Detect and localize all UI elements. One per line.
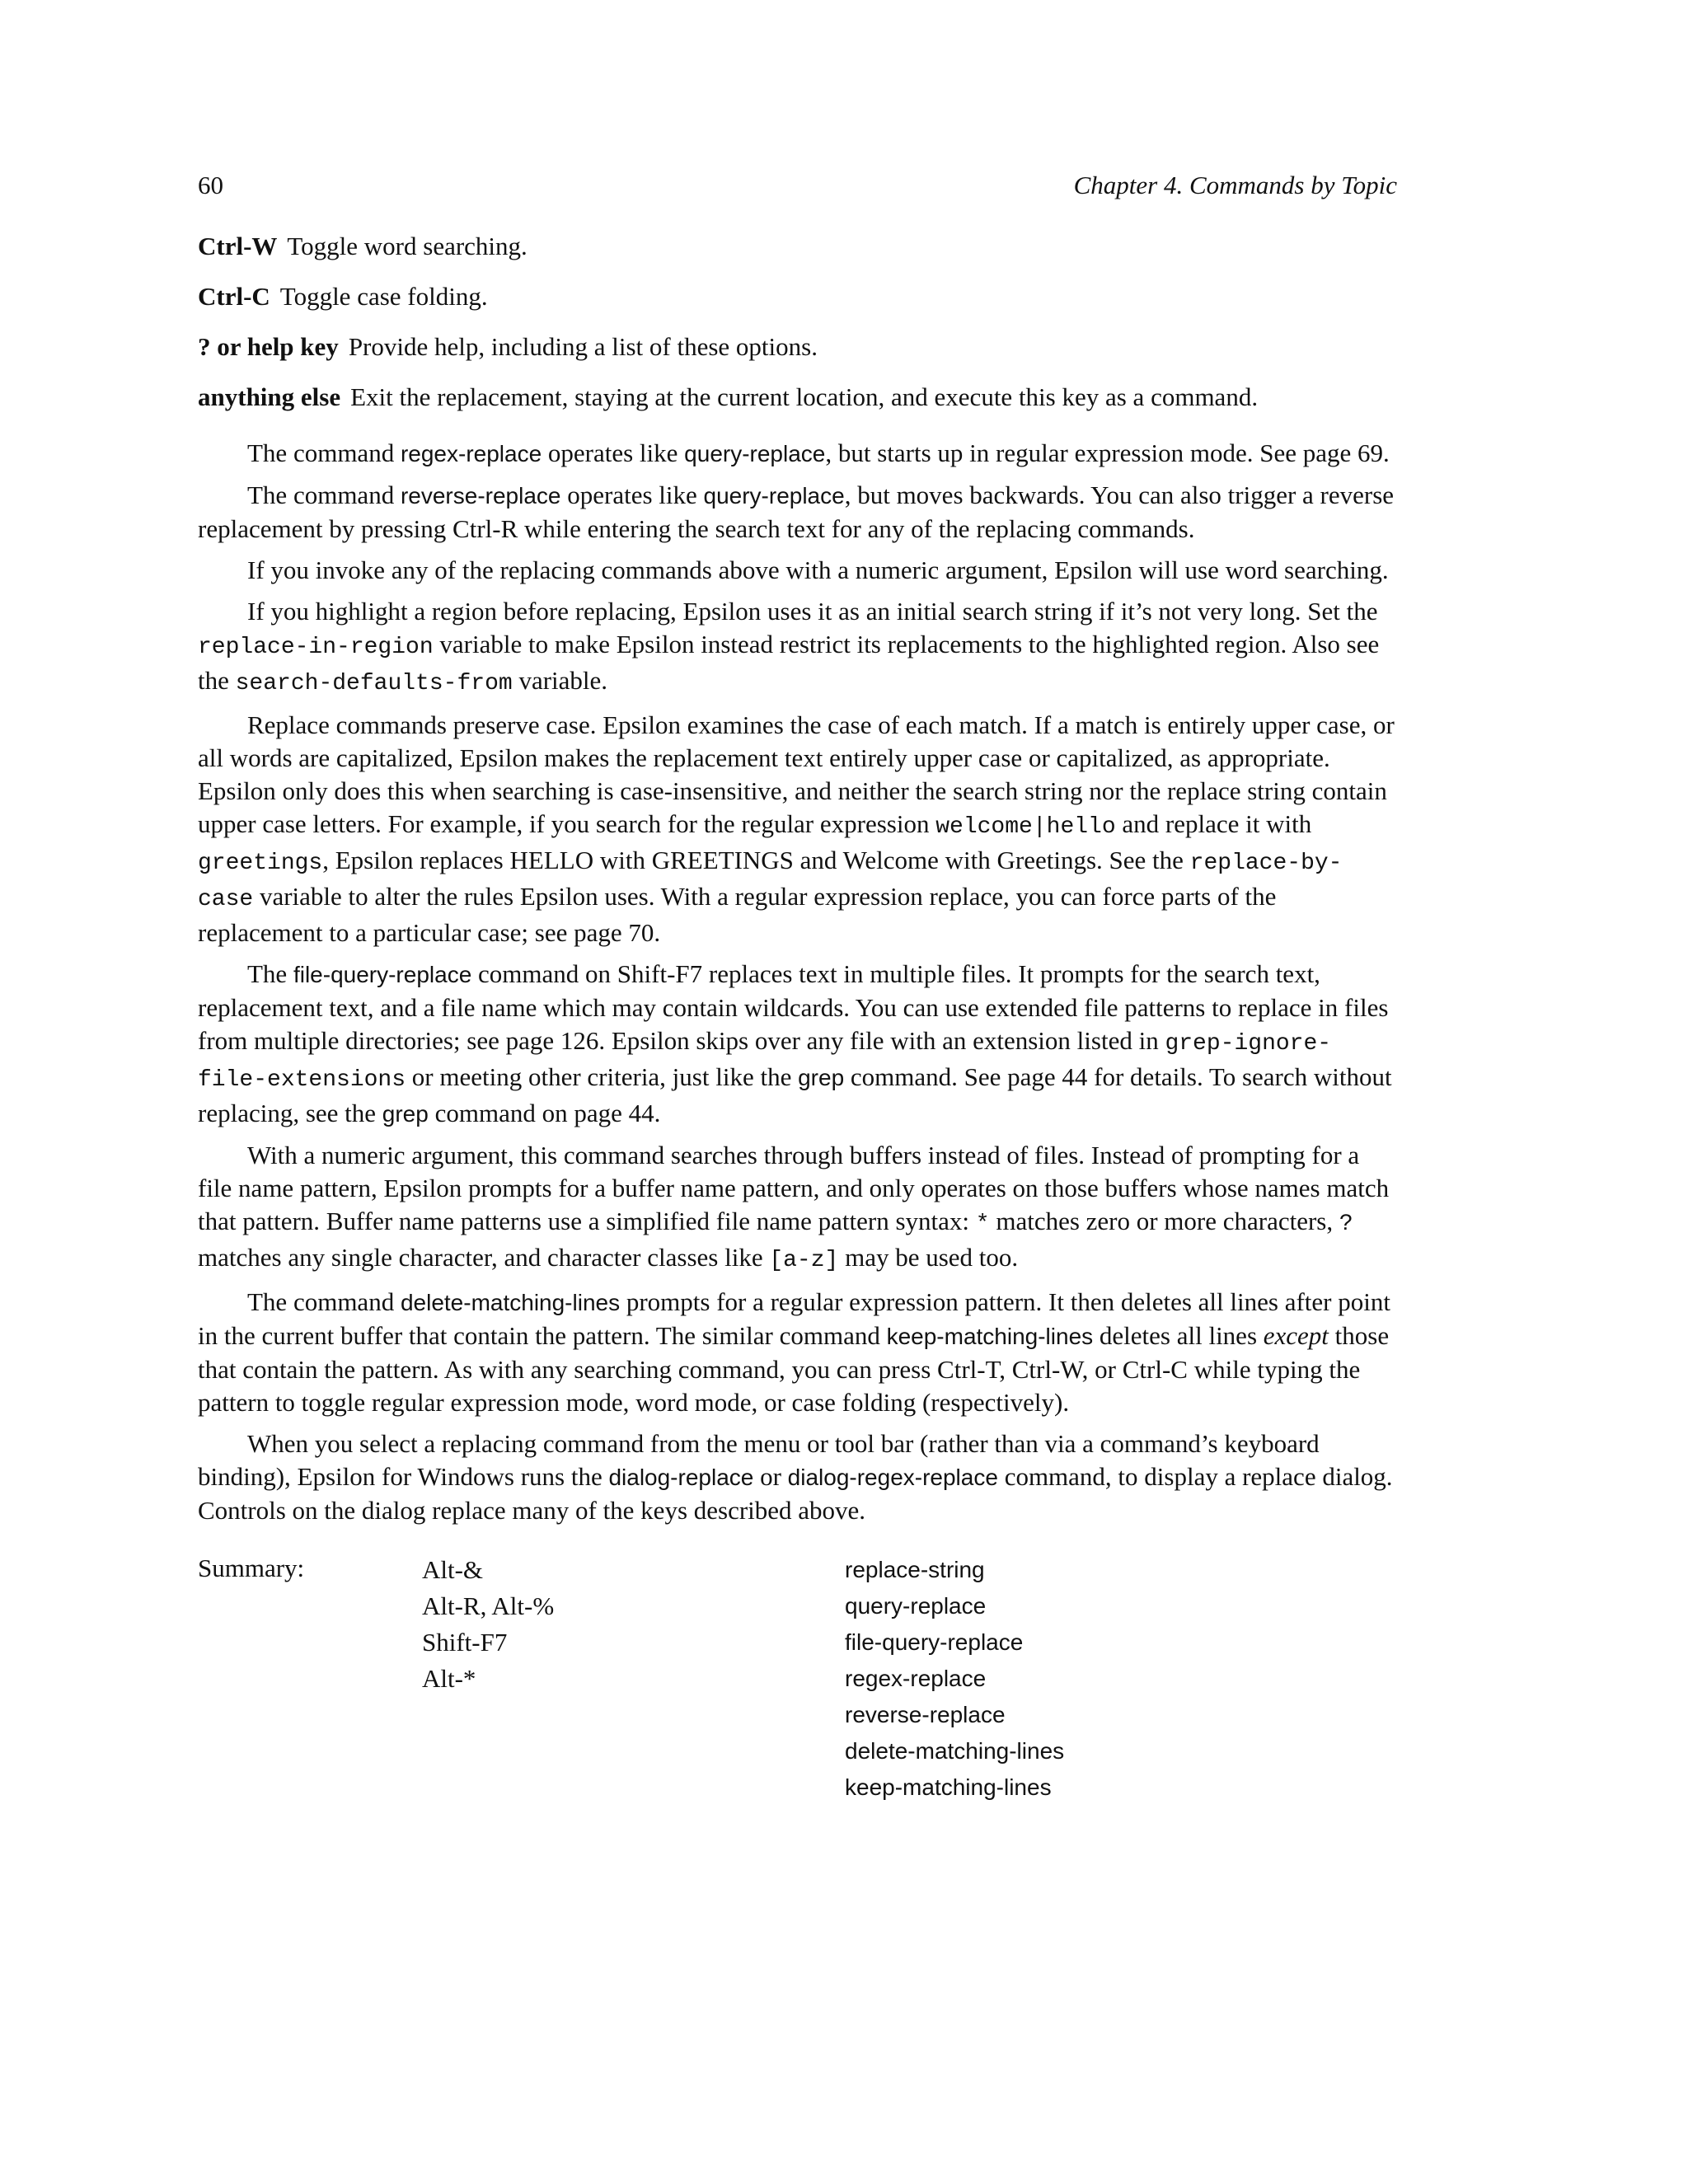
key-term: Ctrl-C [198, 282, 270, 311]
summary-command: regex-replace [845, 1666, 987, 1691]
code-term: replace-by-case [198, 851, 1343, 912]
summary-command: reverse-replace [845, 1702, 1006, 1727]
key-definition [198, 330, 1397, 363]
summary-command: file-query-replace [845, 1629, 1024, 1655]
key-description: Exit the replacement, staying at the current location, and execute this key as a command. [350, 382, 1259, 411]
emphasis: except [1263, 1321, 1329, 1350]
page-number: 60 [198, 171, 223, 199]
summary-label: Summary: [198, 1554, 305, 1582]
summary-command: keep-matching-lines [845, 1774, 1052, 1800]
code-term: [a-z] [769, 1248, 839, 1273]
running-head: Chapter 4. Commands by Topic [1073, 171, 1397, 199]
document-page [198, 169, 1397, 1799]
command-summary [198, 1552, 1397, 1799]
body-paragraph: The command reverse-replace operates like query-replace, but moves backwards. You can also trigger a reverse replacement by pressing Ctrl-R while entering the search text for any of the replacing commands. [198, 480, 1395, 543]
body-paragraph: When you select a replacing command from the menu or tool bar (rather than via a command’s keyboard binding), Epsilon for Windows runs the dialog-replace or dialog-regex-replace command, to display a replace dialog. Controls on the dialog replace many of the keys described above. [198, 1429, 1393, 1525]
summary-command: query-replace [845, 1593, 987, 1619]
command-name: file-query-replace [293, 962, 472, 987]
command-name: keep-matching-lines [886, 1324, 1094, 1349]
body-paragraph: The command regex-replace operates like query-replace, but starts up in regular expression mode. See page 69. [247, 438, 1390, 467]
command-name: regex-replace [400, 441, 542, 466]
page-header [198, 169, 1397, 210]
command-name: dialog-replace [608, 1465, 754, 1490]
summary-key: Alt-R, Alt-% [422, 1591, 555, 1620]
body-paragraph: If you invoke any of the replacing commands above with a numeric argument, Epsilon will use word searching. [247, 555, 1389, 584]
summary-commands [845, 1552, 1064, 1806]
command-name: reverse-replace [400, 483, 561, 509]
key-definition [198, 280, 1397, 313]
command-name: grep [798, 1065, 845, 1090]
summary-key: Alt-& [422, 1555, 484, 1584]
body-paragraph: The file-query-replace command on Shift-F7 replaces text in multiple files. It prompts for the search text, replacement text, and a file name which may contain wildcards. You can use extended file patterns to replace in files from multiple directories; see page 126. Epsilon skips over any file with an extension listed in grep-ignore-file-extensions or meeting other criteria, just like the grep command. See page 44 for details. To search without replacing, see the grep command on page 44. [198, 959, 1392, 1127]
command-name: query-replace [684, 441, 826, 466]
summary-key: Alt-* [422, 1664, 476, 1693]
key-definition-list [198, 230, 1397, 414]
summary-key: Shift-F7 [422, 1628, 508, 1657]
key-definition [198, 230, 1397, 263]
summary-command: delete-matching-lines [845, 1738, 1065, 1764]
body-paragraph: With a numeric argument, this command searches through buffers instead of files. Instead of prompting for a file name pattern, Epsilon prompts for a buffer name pattern, and only operates on those buffers whose names match that pattern. Buffer name patterns use a simplified file name pattern syntax: * matches zero or more characters, ? matches any single character, and character classes like [a-z] may be used too. [198, 1141, 1390, 1273]
key-definition [198, 381, 1397, 414]
body-paragraph: The command delete-matching-lines prompts for a regular expression pattern. It then deletes all lines after point in the current buffer that contain the pattern. The similar command keep-matching-lines deletes all lines except those that contain the pattern. As with any searching command, you can press Ctrl-T, Ctrl-W, or Ctrl-C while typing the pattern to toggle regular expression mode, word mode, or case folding (respectively). [198, 1287, 1390, 1417]
key-description: Provide help, including a list of these options. [348, 332, 818, 361]
summary-command: replace-string [845, 1557, 985, 1582]
body-paragraph: If you highlight a region before replacing, Epsilon uses it as an initial search string if it’s not very long. Set the replace-in-region variable to make Epsilon instead restrict its replacements to the highlighted region. Also see the search-defaults-from variable. [198, 597, 1380, 696]
code-term: grep-ignore-file-extensions [198, 1031, 1332, 1093]
body-text [198, 437, 1397, 1527]
key-description: Toggle case folding. [279, 282, 488, 311]
command-name: query-replace [703, 483, 845, 509]
code-term: welcome|hello [935, 814, 1116, 840]
key-term: anything else [198, 382, 341, 411]
key-term: Ctrl-W [198, 232, 278, 260]
code-term: replace-in-region [198, 635, 434, 660]
body-paragraph: Replace commands preserve case. Epsilon examines the case of each match. If a match is entirely upper case, or all words are capitalized, Epsilon makes the replacement text entirely upper case or capitalized, as appropriate. Epsilon only does this when searching is case-insensitive, and neither the search string nor the replace string contain upper case letters. For example, if you search for the regular expression welcome|hello and replace it with greetings, Epsilon replaces HELLO with GREETINGS and Welcome with Greetings. See the replace-by-case variable to alter the rules Epsilon uses. With a regular expression replace, you can force parts of the replacement to a particular case; see page 70. [198, 710, 1395, 947]
key-term: ? or help key [198, 332, 339, 361]
code-term: search-defaults-from [235, 671, 513, 696]
key-description: Toggle word searching. [287, 232, 528, 260]
code-term: ? [1339, 1212, 1353, 1237]
command-name: delete-matching-lines [400, 1290, 621, 1315]
summary-keys [422, 1552, 554, 1697]
code-term: * [975, 1212, 990, 1237]
command-name: grep [382, 1101, 429, 1127]
command-name: dialog-regex-replace [787, 1465, 998, 1490]
code-term: greetings [198, 851, 323, 876]
